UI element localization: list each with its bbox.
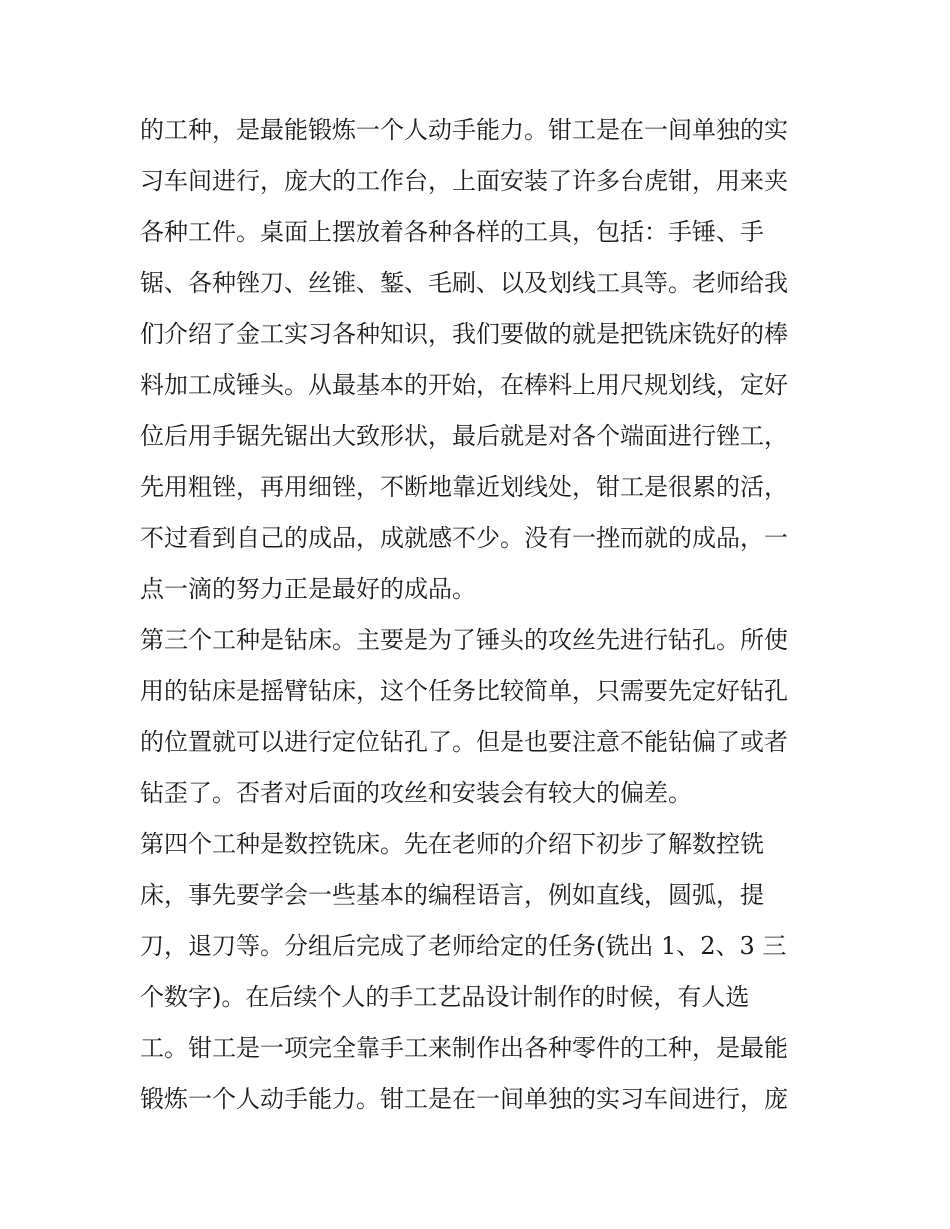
- text-line: 点一滴的努力正是最好的成品。: [140, 575, 476, 603]
- text-line: 锻炼一个人动手能力。钳工是在一间单独的实习车间进行，庞: [140, 1085, 788, 1113]
- text-line: 第三个工种是钻床。主要是为了锤头的攻丝先进行钻孔。所使: [140, 626, 788, 654]
- text-line: 们介绍了金工实习各种知识，我们要做的就是把铣床铣好的棒: [140, 320, 788, 348]
- text-line: 料加工成锤头。从最基本的开始，在棒料上用尺规划线，定好: [140, 371, 788, 399]
- text-line: 各种工件。桌面上摆放着各种各样的工具，包括：手锤、手: [140, 218, 764, 246]
- text-line: 位后用手锯先锯出大致形状，最后就是对各个端面进行锉工，: [140, 422, 788, 450]
- text-line: 床，事先要学会一些基本的编程语言，例如直线，圆弧，提: [140, 881, 764, 909]
- text-line: 第四个工种是数控铣床。先在老师的介绍下初步了解数控铣: [140, 830, 764, 858]
- text-line: 先用粗锉，再用细锉，不断地靠近划线处，钳工是很累的活，: [140, 473, 788, 501]
- text-line: 钻歪了。否者对后面的攻丝和安装会有较大的偏差。: [140, 779, 692, 807]
- document-body: [140, 105, 820, 1125]
- text-line: 的工种，是最能锻炼一个人动手能力。钳工是在一间单独的实: [140, 116, 788, 144]
- text-line: 锯、各种锉刀、丝锥、錾、毛刷、以及划线工具等。老师给我: [140, 269, 788, 297]
- text-line: 用的钻床是摇臂钻床，这个任务比较简单，只需要先定好钻孔: [140, 677, 788, 705]
- text-line: 的位置就可以进行定位钻孔了。但是也要注意不能钻偏了或者: [140, 728, 788, 756]
- text-line: 习车间进行，庞大的工作台，上面安装了许多台虎钳，用来夹: [140, 167, 788, 195]
- text-line: 刀，退刀等。分组后完成了老师给定的任务(铣出 1、2、3 三: [140, 932, 787, 960]
- text-line: 个数字)。在后续个人的手工艺品设计制作的时候，有人选: [140, 983, 750, 1011]
- text-line: 不过看到自己的成品，成就感不少。没有一挫而就的成品，一: [140, 524, 788, 552]
- text-line: 工。钳工是一项完全靠手工来制作出各种零件的工种，是最能: [140, 1034, 788, 1062]
